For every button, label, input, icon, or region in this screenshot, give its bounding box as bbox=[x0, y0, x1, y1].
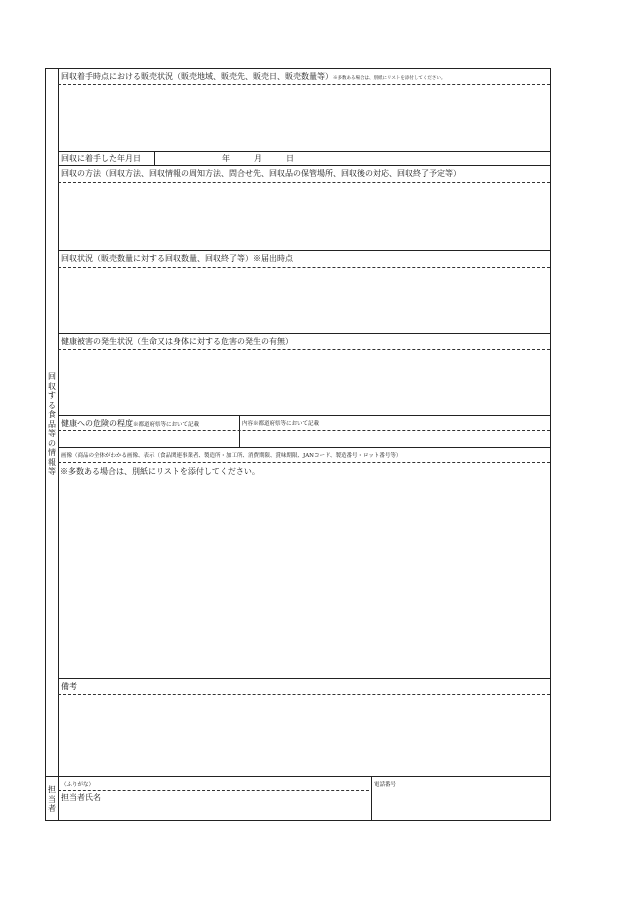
recall-start-date-label: 回収に着手した年月日 bbox=[61, 154, 141, 163]
remarks-label: 備考 bbox=[61, 682, 77, 691]
recall-method-input[interactable] bbox=[59, 183, 550, 249]
images-label: 画像（商品の全体がわかる画像、表示（食品関連事業者、製造所・加工所、消費期限、賞味期限、JANコード、製造番号・ロット番号等） bbox=[61, 453, 402, 459]
recall-report-form bbox=[45, 68, 551, 821]
images-note: ※多数ある場合は、別紙にリストを添付してください。 bbox=[60, 467, 260, 476]
recall-status-input[interactable] bbox=[59, 268, 550, 332]
health-damage-input[interactable] bbox=[59, 350, 550, 414]
recall-status-label: 回収状況（販売数量に対する回収数量、回収終了等）※届出時点 bbox=[61, 254, 293, 263]
phone-input[interactable] bbox=[373, 791, 550, 820]
recall-start-date-divider bbox=[154, 151, 155, 165]
furigana-input[interactable] bbox=[106, 777, 370, 789]
year-label: 年 bbox=[222, 154, 230, 163]
month-label: 月 bbox=[254, 154, 262, 163]
row-divider-2 bbox=[58, 165, 550, 166]
furigana-label: （ふりがな） bbox=[61, 782, 95, 788]
phone-label: 電話番号 bbox=[374, 782, 397, 788]
furigana-divider bbox=[58, 790, 369, 791]
sales-status-input[interactable] bbox=[59, 85, 550, 150]
health-risk-label: 健康への危険の程度※都道府県等において記載 bbox=[61, 419, 200, 428]
section-side-label: 回収する食品等の情報等 bbox=[48, 372, 56, 476]
row-divider-6 bbox=[58, 447, 550, 448]
health-risk-content-input[interactable] bbox=[240, 431, 550, 446]
recall-method-label: 回収の方法（回収方法、回収情報の周知方法、問合せ先、回収品の保管場所、回収後の対応、回収終了予定等） bbox=[61, 169, 461, 178]
row-divider-4 bbox=[58, 333, 550, 334]
contact-name-label: 担当者氏名 bbox=[61, 793, 101, 802]
row-divider-3 bbox=[58, 250, 550, 251]
remarks-input[interactable] bbox=[59, 695, 550, 775]
health-risk-note: ※都道府県等において記載 bbox=[133, 422, 200, 428]
images-input[interactable] bbox=[59, 463, 550, 677]
sales-status-label: 回収着手時点における販売状況（販売地域、販売先、販売日、販売数量等）※多数ある場合は、別紙にリストを添付してください。 bbox=[61, 72, 446, 81]
sales-status-note: ※多数ある場合は、別紙にリストを添付してください。 bbox=[333, 76, 446, 81]
row-divider-5 bbox=[58, 415, 550, 416]
health-risk-level-input[interactable] bbox=[59, 431, 238, 446]
day-label: 日 bbox=[286, 154, 294, 163]
contact-side-label: 担当者 bbox=[48, 785, 56, 813]
row-divider-7 bbox=[58, 678, 550, 679]
contact-column-divider bbox=[371, 776, 372, 821]
health-damage-label: 健康被害の発生状況（生命又は身体に対する危害の発生の有無） bbox=[61, 337, 293, 346]
health-risk-content-label: 内容※都道府県等において記載 bbox=[242, 421, 320, 427]
contact-name-input[interactable] bbox=[59, 805, 370, 820]
recall-start-date-input[interactable] bbox=[156, 152, 550, 165]
